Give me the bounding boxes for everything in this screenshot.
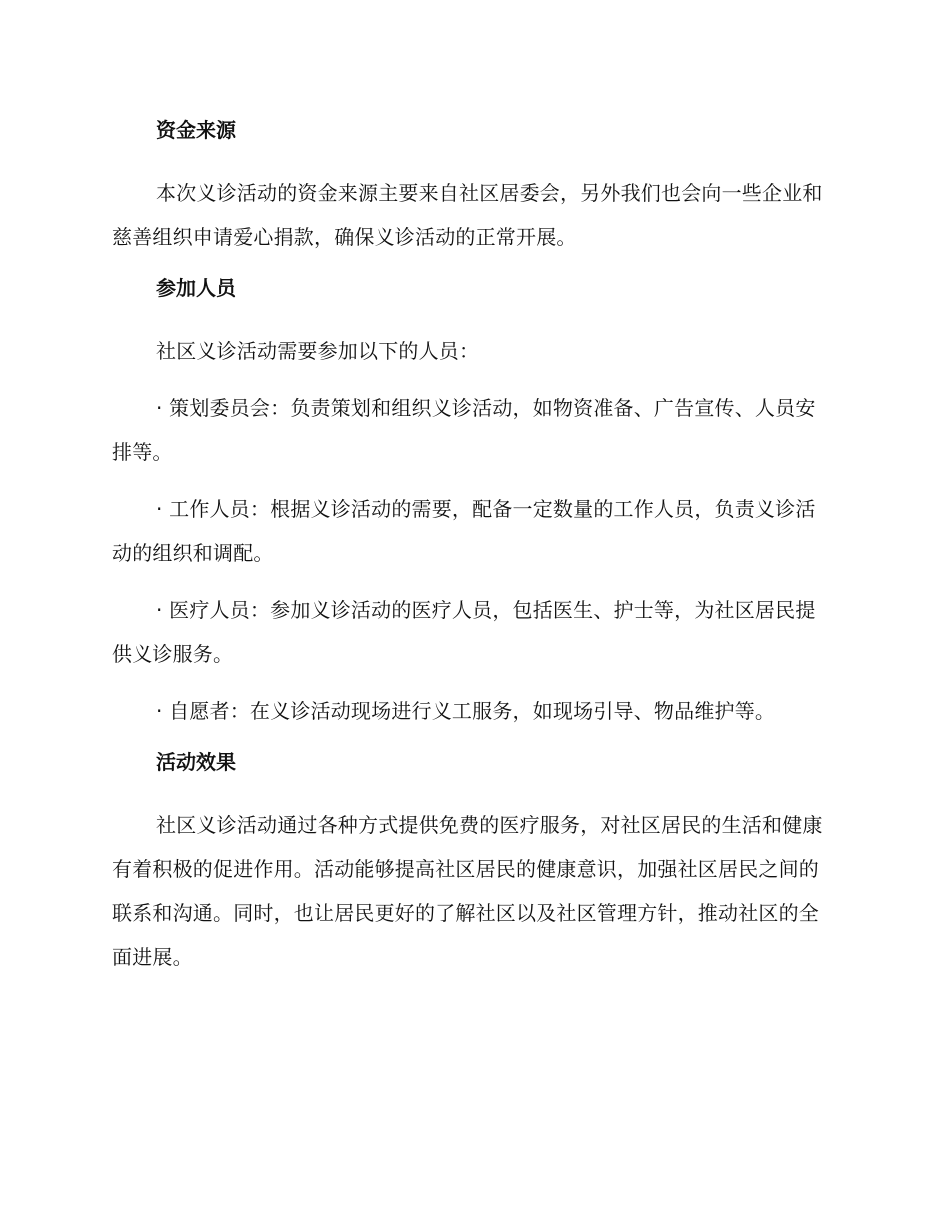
paragraph: 社区义诊活动通过各种方式提供免费的医疗服务，对社区居民的生活和健康有着积极的促进作用。活动能够提高社区居民的健康意识，加强社区居民之间的联系和沟通。同时，也让居民更好的了解社区以及社区管理方针，推动社区的全面进展。 bbox=[112, 813, 823, 969]
list-item: · 策划委员会：负责策划和组织义诊活动，如物资准备、广告宣传、人员安排等。 bbox=[112, 396, 816, 464]
section-heading: 参加人员 bbox=[156, 276, 236, 300]
section-heading: 活动效果 bbox=[156, 750, 236, 774]
paragraph: 社区义诊活动需要参加以下的人员： bbox=[156, 339, 480, 363]
section-effect bbox=[112, 746, 830, 979]
section-participants bbox=[112, 272, 830, 733]
section-heading: 资金来源 bbox=[156, 118, 236, 142]
document-page bbox=[112, 114, 830, 992]
list-item: · 工作人员：根据义诊活动的需要，配备一定数量的工作人员，负责义诊活动的组织和调配。 bbox=[112, 497, 816, 565]
section-funding bbox=[112, 114, 830, 259]
list-item: · 自愿者：在义诊活动现场进行义工服务，如现场引导、物品维护等。 bbox=[156, 699, 776, 723]
paragraph: 本次义诊活动的资金来源主要来自社区居委会，另外我们也会向一些企业和慈善组织申请爱心捐款，确保义诊活动的正常开展。 bbox=[112, 181, 823, 249]
list-item: · 医疗人员：参加义诊活动的医疗人员，包括医生、护士等，为社区居民提供义诊服务。 bbox=[112, 598, 816, 666]
